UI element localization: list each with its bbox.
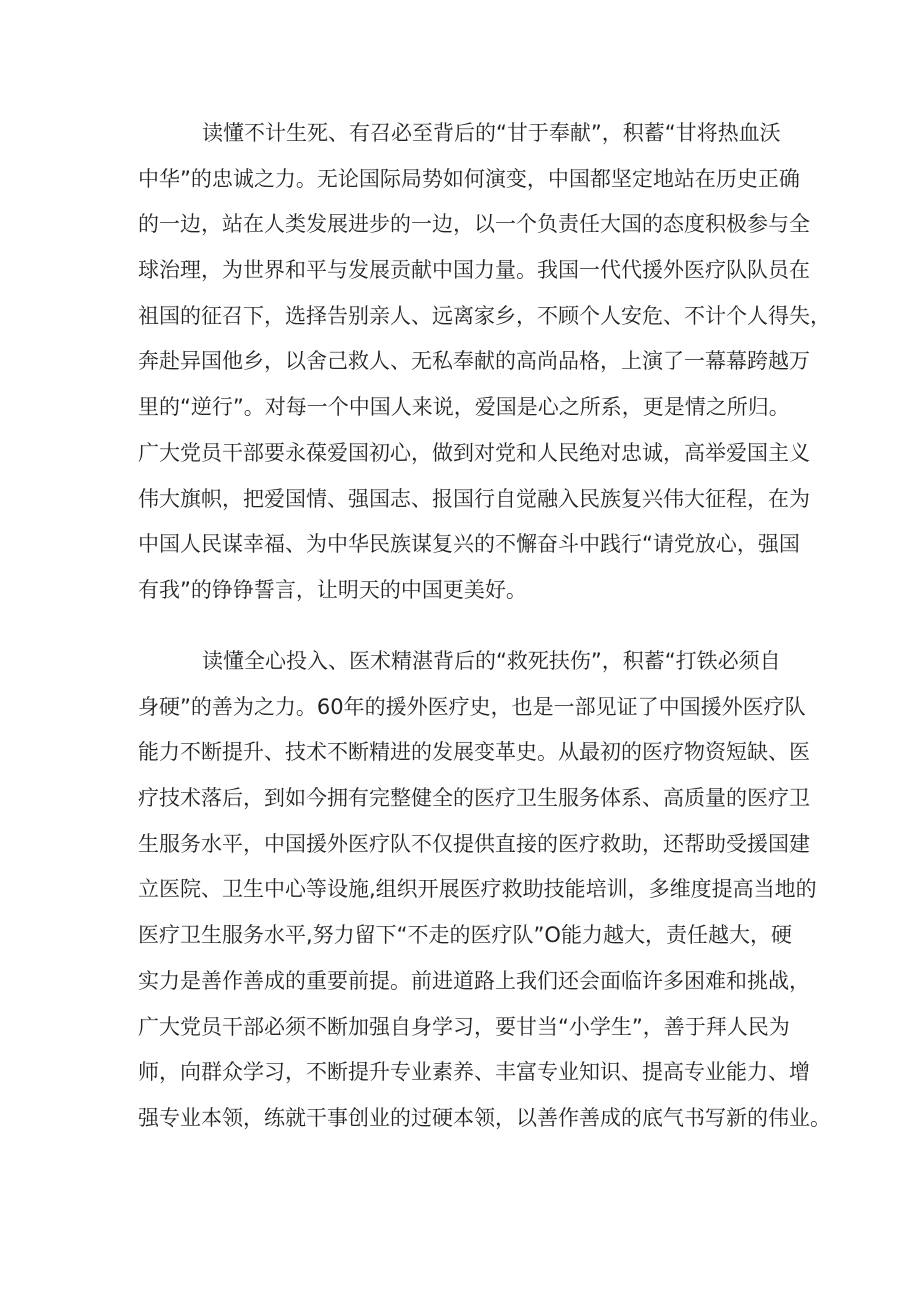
- paragraph-line: 中国人民谋幸福、为中华民族谋复兴的不懈奋斗中践行“请党放心，强国: [138, 532, 800, 557]
- paragraph-line: 有我”的铮铮誓言，让明天的中国更美好。: [138, 577, 527, 602]
- paragraph-line: 广大党员干部必须不断加强自身学习，要甘当“小学生”，善于拜人民为: [138, 1014, 790, 1039]
- paragraph-line: 广大党员干部要永葆爱国初心，做到对党和人民绝对忠诚，高举爱国主义: [138, 440, 810, 465]
- paragraph-line: 身硬”的善为之力。60年的援外医疗史，也是一部见证了中国援外医疗队: [138, 694, 806, 719]
- paragraph-line: 奔赴异国他乡，以舍己救人、无私奉献的高尚品格，上演了一幕幕跨越万: [138, 349, 810, 374]
- paragraph-line: 实力是善作善成的重要前提。前进道路上我们还会面临许多困难和挑战，: [138, 968, 810, 993]
- paragraph-line: 里的“逆行”。对每一个中国人来说，爱国是心之所系，更是情之所归。: [138, 395, 790, 420]
- paragraph-line: 的一边，站在人类发展进步的一边，以一个负责任大国的态度积极参与全: [138, 212, 810, 237]
- paragraph-line: 读懂不计生死、有召必至背后的“甘于奉献”，积蓄“甘将热血沃: [202, 121, 781, 145]
- paragraph-line: 立医院、卫生中心等设施,组织开展医疗救助技能培训，多维度提高当地的: [138, 877, 817, 902]
- paragraph-medical-skill: [138, 639, 831, 1142]
- paragraph-patriotism: [138, 111, 831, 614]
- paragraph-line: 中华”的忠诚之力。无论国际局势如何演变，中国都坚定地站在历史正确: [138, 166, 800, 191]
- paragraph-line: 强专业本领，练就干事创业的过硬本领，以善作善成的底气书写新的伟业。: [138, 1105, 831, 1130]
- paragraph-line: 能力不断提升、技术不断精进的发展变革史。从最初的医疗物资短缺、医: [138, 740, 810, 765]
- paragraph-line: 疗技术落后，到如今拥有完整健全的医疗卫生服务体系、高质量的医疗卫: [138, 786, 810, 811]
- paragraph-line: 伟大旗帜，把爱国情、强国志、报国行自觉融入民族复兴伟大征程，在为: [138, 486, 810, 511]
- paragraph-line: 祖国的征召下，选择告别亲人、远离家乡，不顾个人安危、不计个人得失，: [138, 303, 831, 328]
- paragraph-line: 医疗卫生服务水平,努力留下“不走的医疗队”O能力越大，责任越大，硬: [138, 923, 792, 948]
- paragraph-line: 球治理，为世界和平与发展贡献中国力量。我国一代代援外医疗队队员在: [138, 258, 810, 283]
- paragraph-line: 师，向群众学习，不断提升专业素养、丰富专业知识、提高专业能力、增: [138, 1060, 810, 1085]
- paragraph-line: 生服务水平，中国援外医疗队不仅提供直接的医疗救助，还帮助受援国建: [138, 831, 810, 856]
- paragraph-line: 读懂全心投入、医术精湛背后的“救死扶伤”，积蓄“打铁必须自: [202, 649, 781, 673]
